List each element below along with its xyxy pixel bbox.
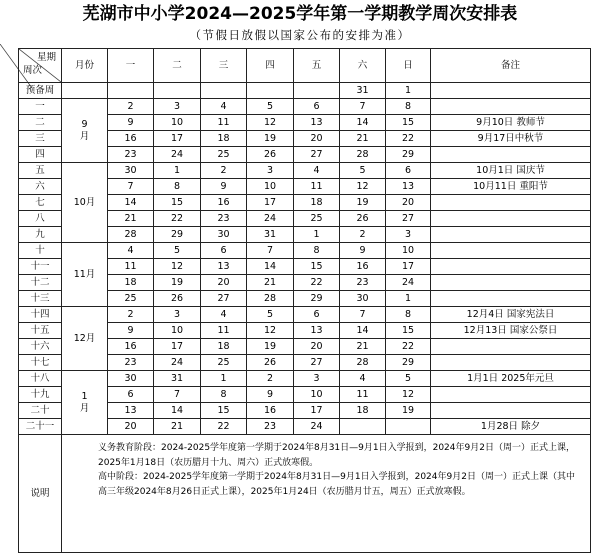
day-cell: 8 bbox=[154, 179, 201, 195]
note-cell: 9月10日 教师节 bbox=[431, 115, 591, 131]
day-cell: 30 bbox=[340, 291, 386, 307]
day-cell: 5 bbox=[340, 163, 386, 179]
day-cell: 4 bbox=[294, 163, 340, 179]
day-cell: 20 bbox=[294, 339, 340, 355]
day-cell: 31 bbox=[340, 83, 386, 99]
note-cell bbox=[431, 355, 591, 371]
day-cell: 17 bbox=[247, 195, 294, 211]
note-cell bbox=[431, 227, 591, 243]
note-cell: 10月1日 国庆节 bbox=[431, 163, 591, 179]
day-header-sun: 日 bbox=[386, 49, 431, 83]
day-cell: 18 bbox=[201, 339, 247, 355]
month-cell bbox=[62, 83, 108, 99]
day-cell: 9 bbox=[201, 179, 247, 195]
prep-week-row bbox=[19, 83, 591, 99]
day-header-fri: 五 bbox=[294, 49, 340, 83]
day-cell: 19 bbox=[247, 339, 294, 355]
day-cell: 19 bbox=[154, 275, 201, 291]
day-cell: 15 bbox=[154, 195, 201, 211]
day-cell: 23 bbox=[108, 147, 154, 163]
day-cell: 9 bbox=[108, 115, 154, 131]
day-cell: 21 bbox=[108, 211, 154, 227]
day-cell: 3 bbox=[154, 307, 201, 323]
day-cell: 30 bbox=[108, 371, 154, 387]
day-cell: 15 bbox=[294, 259, 340, 275]
week-label: 一 bbox=[19, 99, 62, 115]
note-cell bbox=[431, 403, 591, 419]
day-cell: 14 bbox=[154, 403, 201, 419]
note-cell bbox=[431, 195, 591, 211]
day-cell: 13 bbox=[108, 403, 154, 419]
note-cell bbox=[431, 387, 591, 403]
day-cell: 13 bbox=[294, 115, 340, 131]
day-cell: 21 bbox=[154, 419, 201, 435]
week-label: 五 bbox=[19, 163, 62, 179]
day-header-tue: 二 bbox=[154, 49, 201, 83]
day-cell: 5 bbox=[247, 99, 294, 115]
day-cell: 17 bbox=[386, 259, 431, 275]
week-label: 十六 bbox=[19, 339, 62, 355]
week-row bbox=[19, 163, 591, 179]
day-cell: 20 bbox=[201, 275, 247, 291]
day-cell: 6 bbox=[108, 387, 154, 403]
month-cell: 1 月 bbox=[62, 371, 108, 435]
week-label: 十九 bbox=[19, 387, 62, 403]
header-row bbox=[19, 49, 591, 83]
week-label: 三 bbox=[19, 131, 62, 147]
day-cell: 10 bbox=[154, 323, 201, 339]
note-cell: 10月11日 重阳节 bbox=[431, 179, 591, 195]
day-cell: 27 bbox=[294, 147, 340, 163]
day-cell: 12 bbox=[386, 387, 431, 403]
day-cell: 17 bbox=[294, 403, 340, 419]
day-cell: 25 bbox=[108, 291, 154, 307]
day-cell: 26 bbox=[247, 147, 294, 163]
day-cell: 10 bbox=[386, 243, 431, 259]
day-cell: 17 bbox=[154, 131, 201, 147]
day-header-wed: 三 bbox=[201, 49, 247, 83]
day-cell: 11 bbox=[108, 259, 154, 275]
day-cell: 19 bbox=[340, 195, 386, 211]
day-cell: 7 bbox=[340, 99, 386, 115]
day-cell: 22 bbox=[201, 419, 247, 435]
day-cell: 16 bbox=[247, 403, 294, 419]
note-cell bbox=[431, 339, 591, 355]
day-cell: 4 bbox=[340, 371, 386, 387]
day-cell: 13 bbox=[201, 259, 247, 275]
week-label: 十三 bbox=[19, 291, 62, 307]
week-label: 十 bbox=[19, 243, 62, 259]
day-cell: 16 bbox=[201, 195, 247, 211]
day-cell: 27 bbox=[294, 355, 340, 371]
day-cell: 7 bbox=[340, 307, 386, 323]
day-cell: 24 bbox=[154, 355, 201, 371]
week-row bbox=[19, 371, 591, 387]
day-cell: 5 bbox=[386, 371, 431, 387]
day-cell: 15 bbox=[386, 323, 431, 339]
day-cell: 22 bbox=[294, 275, 340, 291]
day-cell: 11 bbox=[201, 323, 247, 339]
note-cell bbox=[431, 259, 591, 275]
explanation-text bbox=[62, 435, 591, 553]
day-cell: 10 bbox=[294, 387, 340, 403]
week-row bbox=[19, 99, 591, 115]
explanation-paragraph: 义务教育阶段：2024-2025学年度第一学期于2024年8月31日—9月1日入学报到，2024年9月2日（周一）正式上课，2025年1月18日（农历腊月十九、周六）正式放寒假。 bbox=[98, 443, 575, 468]
day-cell: 9 bbox=[247, 387, 294, 403]
note-cell bbox=[431, 147, 591, 163]
day-cell bbox=[247, 83, 294, 99]
day-cell: 23 bbox=[108, 355, 154, 371]
day-cell: 16 bbox=[340, 259, 386, 275]
day-cell: 1 bbox=[154, 163, 201, 179]
day-cell: 30 bbox=[108, 163, 154, 179]
day-cell: 8 bbox=[386, 307, 431, 323]
day-cell: 9 bbox=[340, 243, 386, 259]
day-cell: 1 bbox=[386, 291, 431, 307]
day-cell bbox=[294, 83, 340, 99]
day-cell: 28 bbox=[340, 147, 386, 163]
note-cell bbox=[431, 99, 591, 115]
week-label: 二 bbox=[19, 115, 62, 131]
day-cell: 24 bbox=[294, 419, 340, 435]
day-cell: 6 bbox=[201, 243, 247, 259]
day-header-sat: 六 bbox=[340, 49, 386, 83]
day-cell: 27 bbox=[201, 291, 247, 307]
day-cell: 12 bbox=[154, 259, 201, 275]
day-cell: 12 bbox=[247, 323, 294, 339]
note-cell bbox=[431, 83, 591, 99]
day-cell: 18 bbox=[340, 403, 386, 419]
day-cell: 13 bbox=[294, 323, 340, 339]
month-cell: 10月 bbox=[62, 163, 108, 243]
explanation-label: 说明 bbox=[19, 435, 62, 553]
day-cell: 4 bbox=[108, 243, 154, 259]
week-label: 十一 bbox=[19, 259, 62, 275]
day-cell: 23 bbox=[201, 211, 247, 227]
day-cell: 28 bbox=[108, 227, 154, 243]
day-cell: 11 bbox=[201, 115, 247, 131]
day-cell: 8 bbox=[294, 243, 340, 259]
month-cell: 11月 bbox=[62, 243, 108, 307]
note-cell: 12月13日 国家公祭日 bbox=[431, 323, 591, 339]
day-cell: 21 bbox=[247, 275, 294, 291]
day-cell: 8 bbox=[386, 99, 431, 115]
day-cell: 14 bbox=[247, 259, 294, 275]
day-cell: 18 bbox=[108, 275, 154, 291]
note-cell bbox=[431, 243, 591, 259]
day-cell: 25 bbox=[201, 355, 247, 371]
day-cell: 2 bbox=[247, 371, 294, 387]
corner-header-cell bbox=[19, 49, 62, 83]
day-cell: 29 bbox=[294, 291, 340, 307]
week-label: 十四 bbox=[19, 307, 62, 323]
day-cell: 14 bbox=[108, 195, 154, 211]
day-cell: 24 bbox=[386, 275, 431, 291]
day-cell: 7 bbox=[154, 387, 201, 403]
explanation-row bbox=[19, 435, 591, 553]
day-cell: 20 bbox=[386, 195, 431, 211]
day-cell: 21 bbox=[340, 131, 386, 147]
day-cell: 5 bbox=[154, 243, 201, 259]
day-cell: 1 bbox=[386, 83, 431, 99]
day-cell: 18 bbox=[201, 131, 247, 147]
week-label: 九 bbox=[19, 227, 62, 243]
day-cell: 8 bbox=[201, 387, 247, 403]
day-cell: 7 bbox=[108, 179, 154, 195]
day-cell: 5 bbox=[247, 307, 294, 323]
note-cell: 9月17日中秋节 bbox=[431, 131, 591, 147]
page-subtitle: （节假日放假以国家公布的安排为准） bbox=[189, 28, 411, 42]
day-cell: 12 bbox=[340, 179, 386, 195]
day-cell: 15 bbox=[386, 115, 431, 131]
day-cell: 6 bbox=[294, 307, 340, 323]
day-cell: 26 bbox=[154, 291, 201, 307]
day-cell: 3 bbox=[294, 371, 340, 387]
week-row bbox=[19, 243, 591, 259]
day-cell: 6 bbox=[294, 99, 340, 115]
day-cell: 20 bbox=[108, 419, 154, 435]
day-cell: 26 bbox=[340, 211, 386, 227]
day-cell: 28 bbox=[340, 355, 386, 371]
day-cell bbox=[201, 83, 247, 99]
week-label: 四 bbox=[19, 147, 62, 163]
day-cell: 10 bbox=[154, 115, 201, 131]
explanation-paragraph: 高中阶段：2024-2025学年度第一学期于2024年8月31日—9月1日入学报到，2024年9月2日（周一）正式上课（其中高三年级2024年8月26日正式上课），2025年1月24日（农历腊月廿五，周五）正式放寒假。 bbox=[98, 472, 575, 497]
day-cell: 12 bbox=[247, 115, 294, 131]
week-label: 十五 bbox=[19, 323, 62, 339]
day-cell: 7 bbox=[247, 243, 294, 259]
day-cell: 22 bbox=[386, 339, 431, 355]
day-cell: 21 bbox=[340, 339, 386, 355]
day-cell: 29 bbox=[154, 227, 201, 243]
day-cell: 22 bbox=[154, 211, 201, 227]
day-cell: 2 bbox=[108, 307, 154, 323]
day-cell: 29 bbox=[386, 355, 431, 371]
day-cell: 1 bbox=[294, 227, 340, 243]
week-label: 六 bbox=[19, 179, 62, 195]
day-cell: 4 bbox=[201, 99, 247, 115]
day-cell: 13 bbox=[386, 179, 431, 195]
day-cell: 30 bbox=[201, 227, 247, 243]
day-cell: 9 bbox=[108, 323, 154, 339]
day-cell bbox=[340, 419, 386, 435]
corner-weekday-label: 星期 bbox=[36, 52, 56, 63]
day-header-mon: 一 bbox=[108, 49, 154, 83]
note-cell bbox=[431, 275, 591, 291]
note-cell bbox=[431, 211, 591, 227]
day-cell: 28 bbox=[247, 291, 294, 307]
day-cell: 16 bbox=[108, 339, 154, 355]
day-header-thu: 四 bbox=[247, 49, 294, 83]
day-cell: 15 bbox=[201, 403, 247, 419]
schedule-table bbox=[18, 48, 591, 553]
day-cell: 19 bbox=[386, 403, 431, 419]
month-header: 月份 bbox=[62, 49, 108, 83]
day-cell: 6 bbox=[386, 163, 431, 179]
day-cell: 2 bbox=[108, 99, 154, 115]
day-cell: 25 bbox=[294, 211, 340, 227]
day-cell: 23 bbox=[247, 419, 294, 435]
week-label: 十八 bbox=[19, 371, 62, 387]
month-cell: 9 月 bbox=[62, 99, 108, 163]
day-cell: 4 bbox=[201, 307, 247, 323]
note-cell: 12月4日 国家宪法日 bbox=[431, 307, 591, 323]
day-cell: 2 bbox=[340, 227, 386, 243]
day-cell: 17 bbox=[154, 339, 201, 355]
day-cell: 11 bbox=[340, 387, 386, 403]
day-cell: 31 bbox=[247, 227, 294, 243]
day-cell: 16 bbox=[108, 131, 154, 147]
week-label: 二十 bbox=[19, 403, 62, 419]
month-cell: 12月 bbox=[62, 307, 108, 371]
note-cell: 1月1日 2025年元旦 bbox=[431, 371, 591, 387]
day-cell: 3 bbox=[154, 99, 201, 115]
day-cell: 24 bbox=[247, 211, 294, 227]
day-cell: 14 bbox=[340, 115, 386, 131]
day-cell: 18 bbox=[294, 195, 340, 211]
day-cell: 14 bbox=[340, 323, 386, 339]
day-cell: 1 bbox=[201, 371, 247, 387]
week-label: 七 bbox=[19, 195, 62, 211]
day-cell: 25 bbox=[201, 147, 247, 163]
day-cell: 10 bbox=[247, 179, 294, 195]
week-label: 十二 bbox=[19, 275, 62, 291]
day-cell bbox=[386, 419, 431, 435]
week-label: 十七 bbox=[19, 355, 62, 371]
day-cell: 23 bbox=[340, 275, 386, 291]
note-cell: 1月28日 除夕 bbox=[431, 419, 591, 435]
corner-week-label: 周次 bbox=[23, 65, 43, 76]
note-cell bbox=[431, 291, 591, 307]
day-cell: 31 bbox=[154, 371, 201, 387]
week-label: 二十一 bbox=[19, 419, 62, 435]
note-header: 备注 bbox=[431, 49, 591, 83]
day-cell: 2 bbox=[201, 163, 247, 179]
day-cell bbox=[108, 83, 154, 99]
day-cell: 24 bbox=[154, 147, 201, 163]
day-cell: 11 bbox=[294, 179, 340, 195]
day-cell: 3 bbox=[386, 227, 431, 243]
week-row bbox=[19, 307, 591, 323]
day-cell: 26 bbox=[247, 355, 294, 371]
week-label: 八 bbox=[19, 211, 62, 227]
day-cell: 20 bbox=[294, 131, 340, 147]
day-cell: 29 bbox=[386, 147, 431, 163]
day-cell: 3 bbox=[247, 163, 294, 179]
day-cell: 22 bbox=[386, 131, 431, 147]
day-cell: 27 bbox=[386, 211, 431, 227]
week-label: 预备周 bbox=[19, 83, 62, 99]
day-cell: 19 bbox=[247, 131, 294, 147]
day-cell bbox=[154, 83, 201, 99]
page-title: 芜湖市中小学2024—2025学年第一学期教学周次安排表 bbox=[82, 4, 518, 24]
